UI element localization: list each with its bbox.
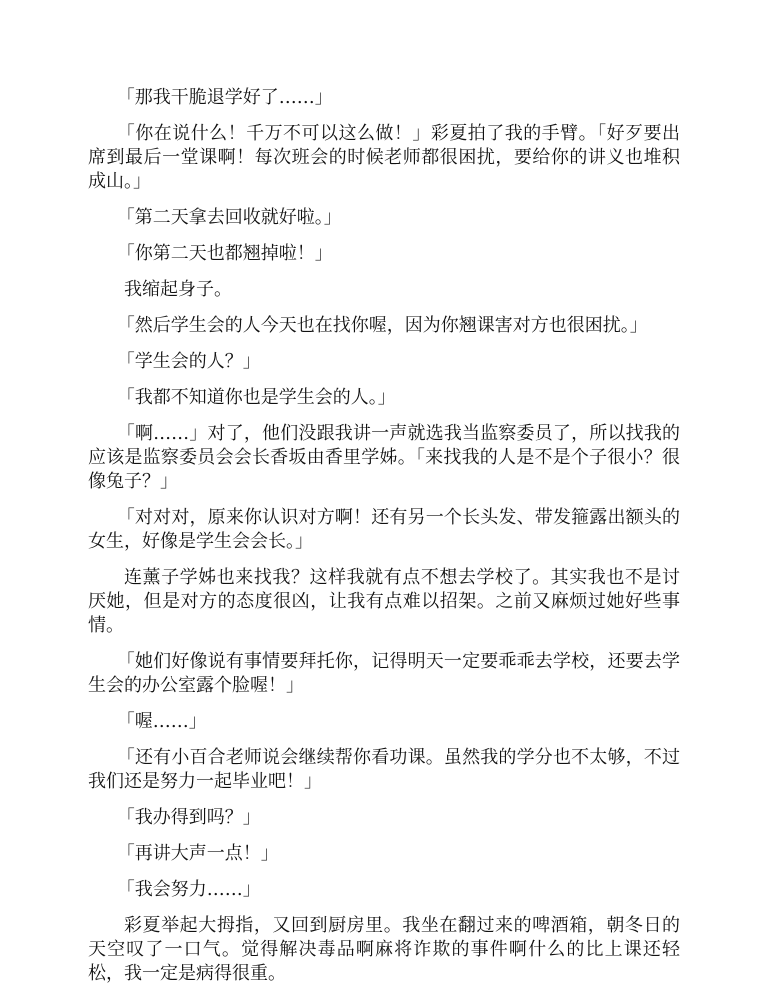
paragraph-12: 「她们好像说有事情要拜托你，记得明天一定要乖乖去学校，还要去学生会的办公室露个脸喔！」 — [88, 651, 680, 696]
paragraph-13: 「喔……」 — [116, 711, 207, 732]
paragraph-15: 「我办得到吗？」 — [116, 807, 261, 828]
paragraph-4: 「你第二天也都翘掉啦！」 — [116, 243, 333, 264]
paragraph-6: 「然后学生会的人今天也在找你喔，因为你翘课害对方也很困扰。」 — [116, 315, 648, 336]
paragraph-7: 「学生会的人？」 — [116, 351, 261, 372]
paragraph-2: 「你在说什么！千万不可以这么做！」彩夏拍了我的手臂。「好歹要出席到最后一堂课啊！每次班会的时候老师都很困扰，要给你的讲义也堆积成山。」 — [88, 123, 680, 192]
body-text — [88, 86, 680, 998]
paragraph-9: 「啊……」对了，他们没跟我讲一声就选我当监察委员了，所以找我的应该是监察委员会会长香坂由香里学姊。「来找我的人是不是个子很小？很像兔子？」 — [88, 423, 680, 492]
paragraph-5: 我缩起身子。 — [124, 279, 232, 300]
paragraph-16: 「再讲大声一点！」 — [116, 843, 279, 864]
paragraph-17: 「我会努力……」 — [116, 879, 261, 900]
paragraph-3: 「第二天拿去回收就好啦。」 — [116, 207, 342, 228]
paragraph-18: 彩夏举起大拇指，又回到厨房里。我坐在翻过来的啤酒箱，朝冬日的天空叹了一口气。觉得解决毒品啊麻将诈欺的事件啊什么的比上课还轻松，我一定是病得很重。 — [88, 915, 680, 984]
paragraph-10: 「对对对，原来你认识对方啊！还有另一个长头发、带发箍露出额头的女生，好像是学生会会长。」 — [88, 507, 680, 552]
paragraph-11: 连薰子学姊也来找我？这样我就有点不想去学校了。其实我也不是讨厌她，但是对方的态度很凶，让我有点难以招架。之前又麻烦过她好些事情。 — [88, 567, 680, 636]
paragraph-14: 「还有小百合老师说会继续帮你看功课。虽然我的学分也不太够，不过我们还是努力一起毕业吧！」 — [88, 747, 680, 792]
paragraph-8: 「我都不知道你也是学生会的人。」 — [116, 387, 396, 408]
paragraph-1: 「那我干脆退学好了……」 — [116, 87, 333, 108]
